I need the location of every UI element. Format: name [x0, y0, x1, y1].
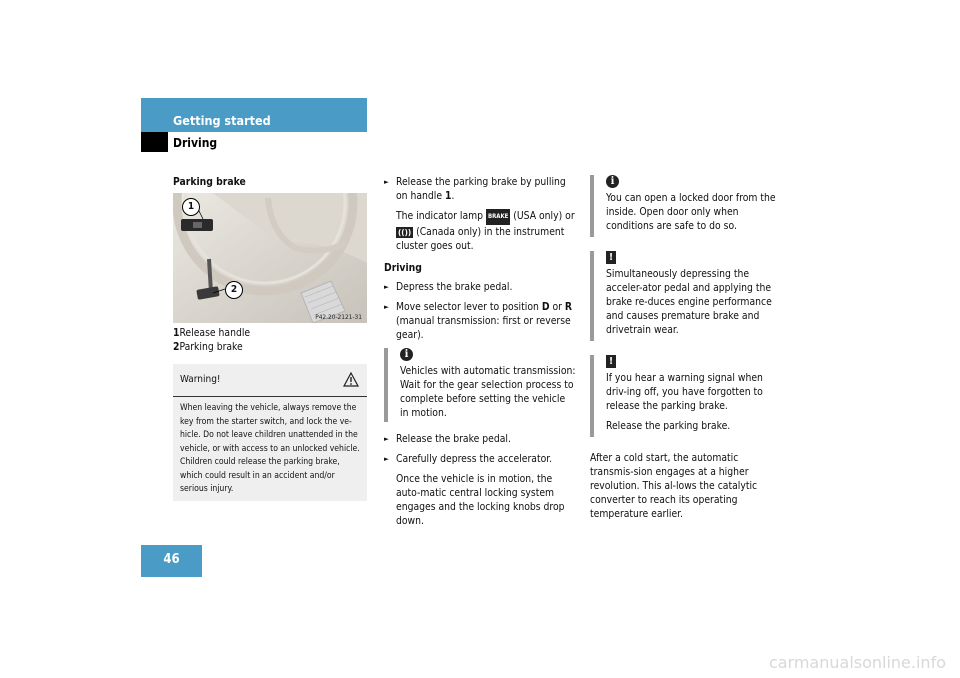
caution-release-text: Release the parking brake. — [606, 420, 731, 432]
legend-item-2: 2Parking brake — [173, 341, 243, 353]
warning-text: When leaving the vehicle, always remove the key from the starter switch, and lock the ve-hicle. Do not leave children unattended in the vehicle, or with access to an unlocked vehicle. Children could release the parking brake, which could result in an accident and/or serious injury. — [180, 403, 360, 494]
warning-title: Warning! — [180, 374, 221, 385]
watermark: carmanualsonline.info — [768, 653, 946, 672]
central-locking-text: Once the vehicle is in motion, the auto-matic central locking system engages and the locking knobs drop down. — [396, 473, 565, 527]
parking-brake-heading: Parking brake — [173, 176, 246, 188]
cold-start-paragraph: After a cold start, the automatic transmis-sion engages at a higher revolution. This al-lows the catalytic converter to reach its operating temperature earlier. — [590, 452, 758, 520]
column-3 — [590, 175, 784, 521]
figure-code: P42.20-2121-31 — [315, 313, 362, 321]
column-2 — [384, 175, 576, 528]
step-depress-accelerator: ► Carefully depress the accelerator. — [384, 452, 576, 466]
caution-warning-signal-text: If you hear a warning signal when driv-ing off, you have forgotten to release the parking brake. — [606, 372, 763, 412]
warning-triangle-icon — [343, 372, 359, 391]
caution-note-warning-signal — [590, 355, 784, 437]
legend-item-1: 1Release handle — [173, 327, 251, 339]
driving-heading: Driving — [384, 262, 422, 274]
exclamation-icon: ! — [606, 355, 616, 368]
header-marker — [141, 132, 168, 152]
step-release-brake-pedal: ► Release the brake pedal. — [384, 432, 576, 446]
exclamation-icon: ! — [606, 251, 616, 264]
parking-brake-figure — [173, 193, 367, 323]
caution-note-brake-wear — [590, 251, 784, 341]
page-number: 46 — [163, 552, 180, 567]
brake-lamp-icon: BRAKE — [486, 209, 510, 225]
info-note-door — [590, 175, 784, 237]
info-note-automatic — [384, 348, 576, 422]
callout-2: 2 — [225, 281, 243, 299]
warning-header — [173, 364, 367, 397]
info-door-text: You can open a locked door from the inside. Open door only when conditions are safe to do so. — [606, 192, 776, 232]
info-icon: i — [400, 348, 413, 361]
indicator-lamp-text: The indicator lamp BRAKE (USA only) or (()) (Canada only) in the instrument cluster goes out. — [396, 210, 575, 252]
step-move-selector: ► Move selector lever to position D or R (manual transmission: first or reverse gear). — [384, 300, 576, 342]
info-icon: i — [606, 175, 619, 188]
callout-1: 1 — [182, 198, 200, 216]
step-depress-brake: ► Depress the brake pedal. — [384, 280, 576, 294]
caution-brake-wear-text: Simultaneously depressing the acceler-ator pedal and applying the brake re-duces engine performance and causes premature brake and drivetrain wear. — [606, 268, 772, 336]
brake-lamp-canada-icon: (()) — [398, 228, 412, 237]
info-note-text: Vehicles with automatic transmission: Wait for the gear selection process to complete before setting the vehicle in motion. — [400, 365, 576, 419]
subsection-title: Driving — [173, 136, 218, 150]
step-release-parking-brake: ► Release the parking brake by pulling on handle 1. — [384, 175, 576, 203]
section-title: Getting started — [173, 113, 271, 128]
warning-box — [173, 364, 367, 501]
